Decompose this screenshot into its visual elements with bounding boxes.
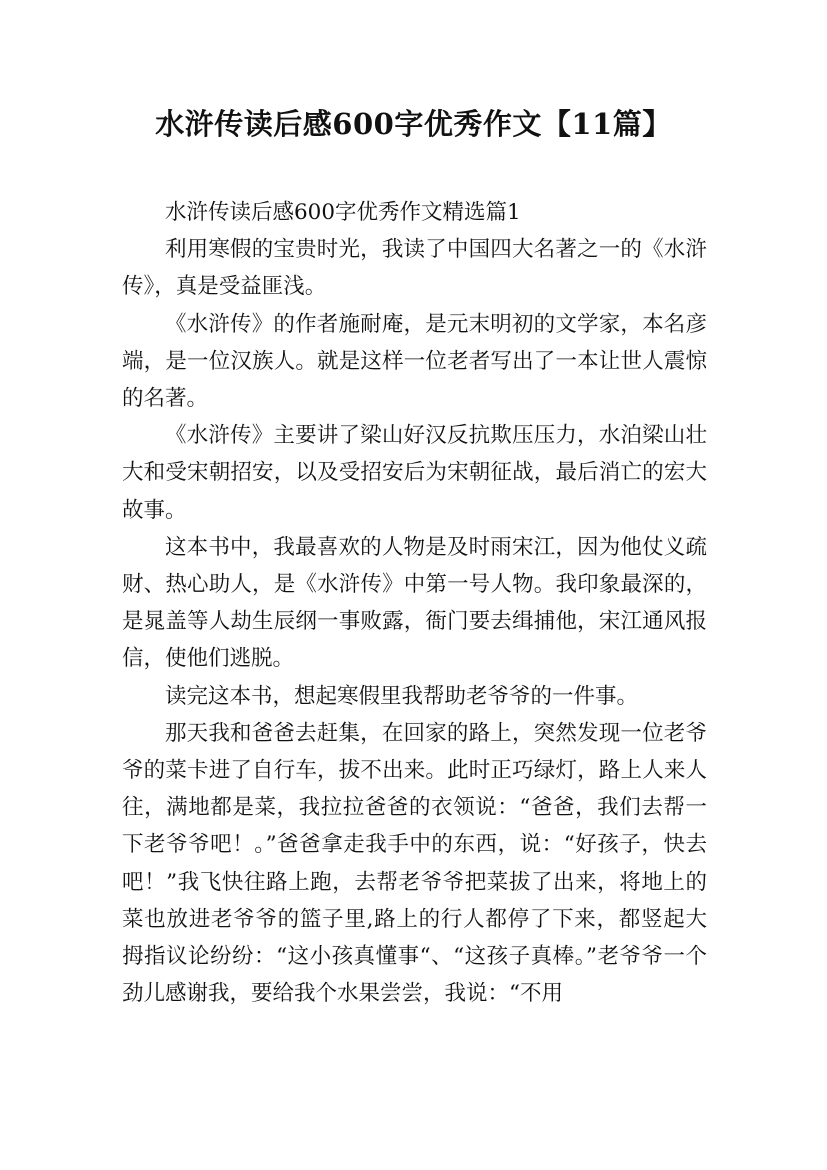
document-body bbox=[122, 194, 707, 1012]
paragraph: 读完这本书，想起寒假里我帮助老爷爷的一件事。 bbox=[165, 683, 639, 709]
paragraph: 那天我和爸爸去赶集，在回家的路上，突然发现一位老爷爷的菜卡进了自行车，拔不出来。此时正巧绿灯，路上人来人往，满地都是菜，我拉拉爸爸的衣领说：“爸爸，我们去帮一下老爷爷吧！。”爸爸拿走我手中的东西，说：“好孩子，快去吧！”我飞快往路上跑，去帮老爷爷把菜拔了出来，将地上的菜也放进老爷爷的篮子里,路上的行人都停了下来，都竖起大拇指议论纷纷：“这小孩真懂事“、“这孩子真棒。”老爷爷一个劲儿感谢我，要给我个水果尝尝，我说：“不用 bbox=[122, 720, 707, 1007]
document-title: 水浒传读后感600字优秀作文【11篇】 bbox=[155, 107, 672, 141]
paragraph: 《水浒传》主要讲了梁山好汉反抗欺压压力，水泊梁山壮大和受宋朝招安，以及受招安后为宋朝征战，最后消亡的宏大故事。 bbox=[122, 423, 707, 523]
paragraph: 《水浒传》的作者施耐庵，是元末明初的文学家，本名彦端，是一位汉族人。就是这样一位老者写出了一本让世人震惊的名著。 bbox=[122, 311, 707, 412]
paragraph: 这本书中，我最喜欢的人物是及时雨宋江，因为他仗义疏财、热心助人，是《水浒传》中第一号人物。我印象最深的，是晁盖等人劫生辰纲一事败露，衙门要去缉捕他，宋江通风报信，使他们逃脱。 bbox=[122, 534, 707, 672]
paragraph: 利用寒假的宝贵时光，我读了中国四大名著之一的《水浒传》，真是受益匪浅。 bbox=[122, 237, 707, 300]
section-heading: 水浒传读后感600字优秀作文精选篇1 bbox=[165, 200, 521, 225]
